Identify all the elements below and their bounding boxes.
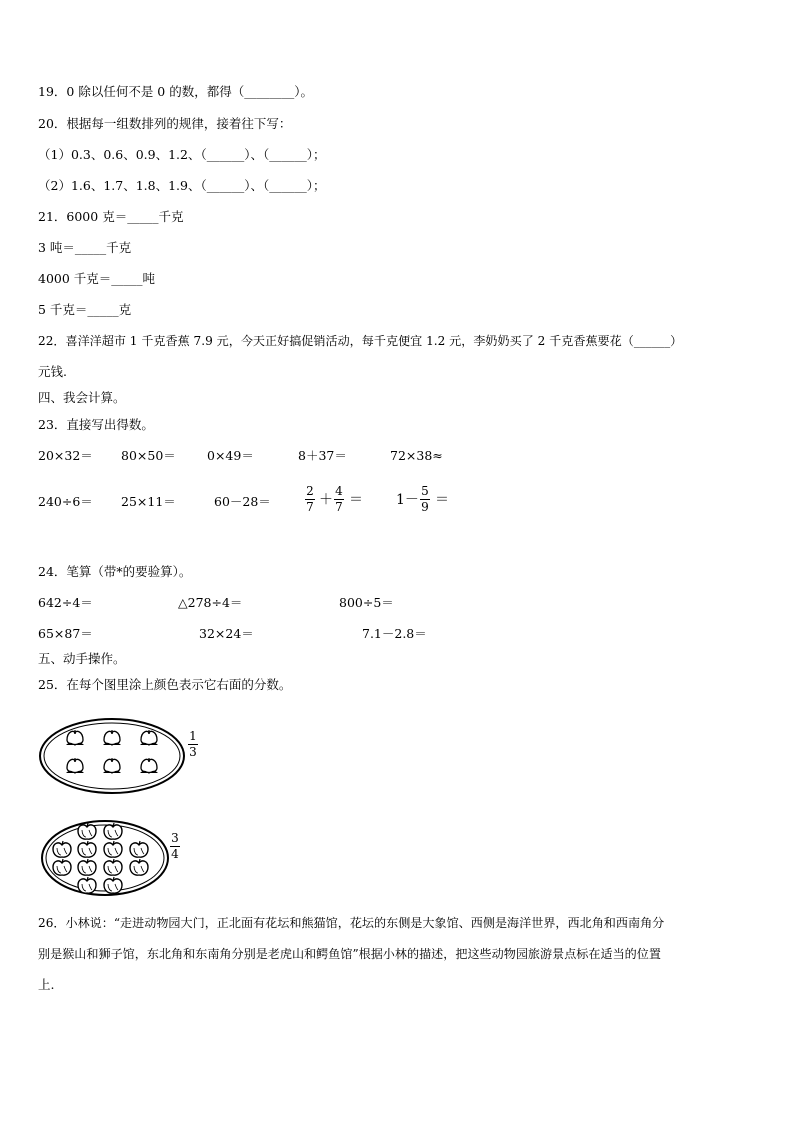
apple-icon [53, 859, 71, 875]
question-26-line-1: 26．小林说：“走进动物园大门，正北面有花坛和熊猫馆，花坛的东侧是大象馆、西侧是海洋世界，西北角和西南角分 [38, 916, 665, 930]
plus-operator: ＋ [319, 492, 333, 508]
q23-expr: 240÷6＝ [38, 494, 93, 509]
fraction-5-9 [420, 485, 430, 514]
denominator: 7 [306, 500, 314, 514]
question-21-b: 3 吨＝_____千克 [38, 240, 132, 255]
question-20-stem: 20．根据每一组数排列的规律，接着往下写： [38, 116, 292, 131]
question-26-line-3: 上. [38, 977, 55, 992]
equals-sign: ＝ [435, 492, 449, 508]
apple-icon [130, 859, 148, 875]
question-21-a: 21．6000 克＝_____千克 [38, 209, 184, 224]
apple-icon [104, 841, 122, 857]
numerator: 1 [189, 729, 197, 743]
numerator: 4 [335, 484, 343, 498]
q23-expr: 80×50＝ [121, 448, 176, 463]
question-22-line-2: 元钱. [38, 364, 67, 379]
question-24-stem: 24．笔算（带*的要验算）。 [38, 564, 192, 579]
q23-expr: 72×38≈ [390, 448, 443, 463]
q24-expr: △278÷4＝ [178, 595, 243, 610]
numerator: 5 [421, 484, 429, 498]
peach-icon [140, 730, 158, 746]
peach-icon [66, 730, 84, 746]
apple-icon [78, 841, 96, 857]
question-20-item-2: （2）1.6、1.7、1.8、1.9、（______）、（______）； [38, 178, 326, 193]
q24-expr: 65×87＝ [38, 626, 93, 641]
apple-icon [104, 859, 122, 875]
figure-apples-ellipse [40, 818, 170, 898]
fraction-2-7 [305, 485, 315, 514]
one-minus: 1－ [396, 492, 419, 508]
apple-icon [53, 841, 71, 857]
q24-expr: 800÷5＝ [339, 595, 394, 610]
peach-icon [66, 758, 84, 774]
apple-icon [78, 859, 96, 875]
apple-icon [78, 877, 96, 893]
question-22-line-1: 22．喜洋洋超市 1 千克香蕉 7.9 元，今天正好搞促销活动，每千克便宜 1.2 元，李奶奶买了 2 千克香蕉要花（______） [38, 334, 683, 348]
peach-icon [103, 758, 121, 774]
numerator: 2 [306, 484, 314, 498]
question-25-stem: 25．在每个图里涂上颜色表示它右面的分数。 [38, 677, 292, 692]
fraction-4-7 [334, 485, 344, 514]
equals-sign: ＝ [349, 492, 363, 508]
numerator: 3 [171, 831, 179, 845]
denominator: 4 [171, 847, 179, 861]
question-21-d: 5 千克＝_____克 [38, 302, 132, 317]
apple-icon [78, 823, 96, 839]
q23-expr: 20×32＝ [38, 448, 93, 463]
q24-expr: 642÷4＝ [38, 595, 93, 610]
question-26-line-2: 别是猴山和狮子馆，东北角和东南角分别是老虎山和鳄鱼馆”根据小林的描述，把这些动物园旅游景点标在适当的位置 [38, 947, 661, 961]
apple-icon [130, 841, 148, 857]
question-20-item-1: （1）0.3、0.6、0.9、1.2、（______）、（______）； [38, 147, 326, 162]
denominator: 3 [189, 745, 197, 759]
apple-icon [104, 823, 122, 839]
section-heading-4: 四、我会计算。 [38, 390, 126, 405]
denominator: 7 [335, 500, 343, 514]
q23-expr: 25×11＝ [121, 494, 176, 509]
section-heading-5: 五、动手操作。 [38, 651, 126, 666]
q23-expr: 0×49＝ [207, 448, 254, 463]
question-21-c: 4000 千克＝_____吨 [38, 271, 156, 286]
q24-expr: 32×24＝ [199, 626, 254, 641]
figure-peaches-ellipse [37, 716, 187, 796]
question-23-stem: 23．直接写出得数。 [38, 417, 154, 432]
question-19: 19．0 除以任何不是 0 的数，都得（________）。 [38, 84, 313, 99]
denominator: 9 [421, 500, 429, 514]
q23-expr: 60－28＝ [214, 494, 271, 509]
q23-expr: 8＋37＝ [298, 448, 347, 463]
peach-icon [140, 758, 158, 774]
fraction-three-quarters [170, 832, 180, 861]
apple-icon [104, 877, 122, 893]
fraction-one-third [188, 730, 198, 759]
q24-expr: 7.1－2.8＝ [362, 626, 427, 641]
peach-icon [103, 730, 121, 746]
